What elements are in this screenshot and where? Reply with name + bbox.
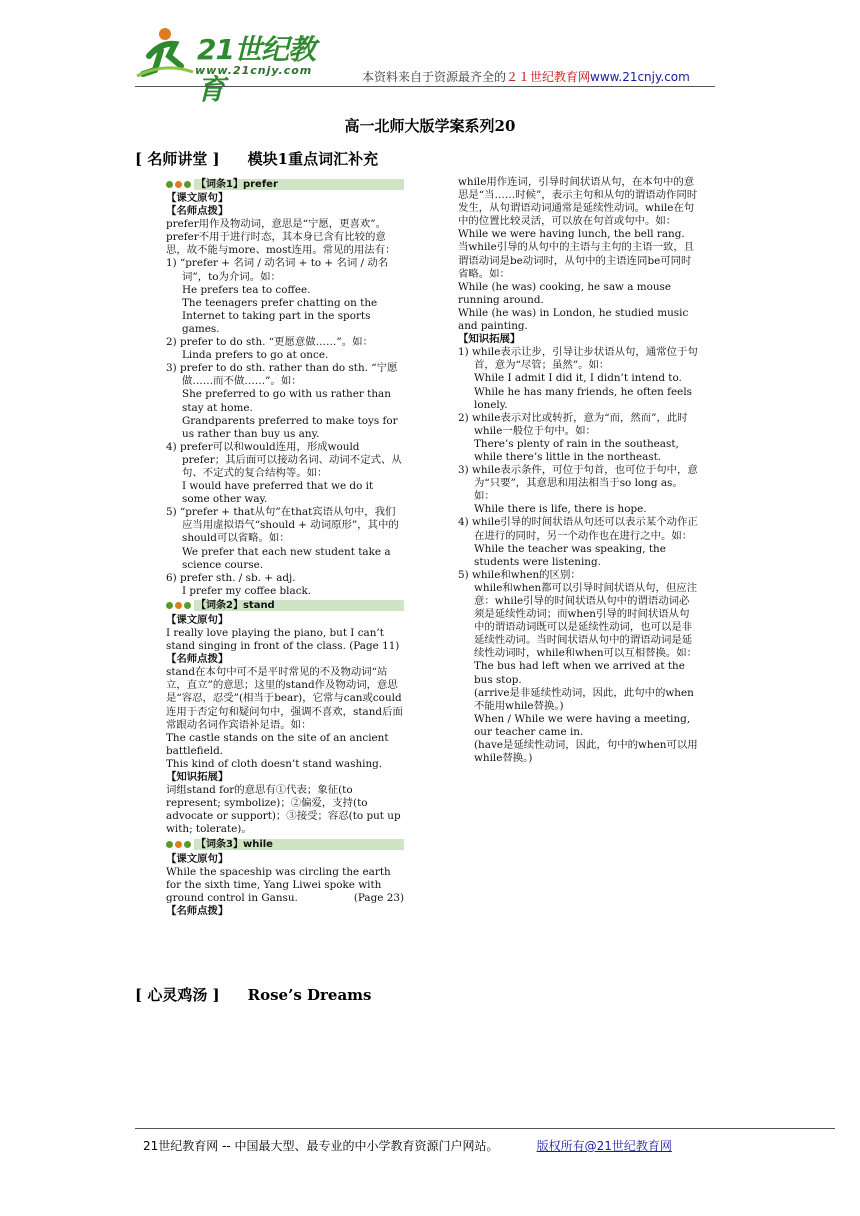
extension-text: 词组stand for的意思有①代表；象征(to represent; symbolize)；②偏爱，支持(to advocate or support)；③接受；容忍(to put up with; tolerate)。 (166, 784, 401, 836)
example: We prefer that each new student take a science course. (182, 545, 391, 571)
usage-item: 5) “prefer + that从句”在that宾语从句中，我们应当用虚拟语气“should + 动词原形”，其中的should可以省略。如： (166, 506, 399, 545)
example: Linda prefers to go at once. (182, 349, 329, 362)
tip-text: prefer用作及物动词，意思是“宁愿，更喜欢”。prefer不用于进行时态，其本身已含有比较的意思，故不能与more、most连用。常见的用法有： (166, 218, 396, 257)
site-logo[interactable] (135, 22, 340, 106)
example: While I admit I did it, I didn’t intend to. (474, 372, 682, 385)
section-title: 模块1重点词汇补充 (247, 150, 379, 168)
tagline-url[interactable]: www.21cnjy.com (590, 70, 690, 84)
example: While there is life, there is hope. (474, 503, 647, 516)
example: While the teacher was speaking, the students were listening. (474, 542, 666, 568)
entry-header-while (166, 839, 404, 851)
usage-item: 4) while引导的时间状语从句还可以表示某个动作正在进行的同时，另一个动作也在进行之中。如： (458, 516, 698, 542)
header-divider (135, 86, 715, 87)
source-sentence: I really love playing the piano, but I can’t stand singing in front of the class. (Page 11) (166, 627, 400, 653)
right-column (458, 176, 698, 765)
section-title: Rose’s Dreams (247, 986, 372, 1004)
section-heading-lecture (135, 148, 378, 169)
example: There’s plenty of rain in the southeast, while there’s little in the northeast. (474, 437, 679, 463)
entry-title: 【词条3】while (194, 839, 404, 850)
label-source: 【课文原句】 (166, 192, 229, 204)
label-source: 【课文原句】 (166, 852, 229, 865)
example: I would have preferred that we do it some other way. (182, 480, 374, 506)
example: She preferred to go with us rather than stay at home. (182, 388, 391, 414)
page-ref: (Page 23) (353, 891, 404, 904)
section-bracket: [ 心灵鸡汤 ] (135, 986, 220, 1004)
example: I prefer my coffee black. (182, 584, 312, 597)
runner-logo-icon (135, 26, 195, 78)
note: (arrive是非延续性动词，因此，此句中的when不能用while替换。) (474, 686, 694, 712)
label-extension: 【知识拓展】 (166, 771, 229, 784)
logo-text: 21世纪教育 (197, 33, 315, 106)
example: The teenagers prefer chatting on the Internet to taking part in the sports games. (182, 296, 378, 335)
usage-item: 1) “prefer + 名词 / 动名词 + to + 名词 / 动名词”，to为介词。如： (166, 257, 389, 283)
footer-divider (135, 1128, 835, 1129)
document-title: 高一北师大版学案系列20 (344, 117, 516, 135)
page-footer (143, 1137, 672, 1154)
footer-text: 21世纪教育网 -- 中国最大型、最专业的中小学教育资源门户网站。 (143, 1139, 499, 1153)
example: When / While we were having a meeting, our teacher came in. (474, 712, 691, 738)
usage-item: 1) while表示让步，引导让步状语从句，通常位于句首，意为“尽管；虽然”。如： (458, 346, 698, 372)
source-text: While the spaceship was circling the earth for the sixth time, Yang Liwei spoke with ground control in Gansu. (166, 865, 391, 904)
label-tip: 【名师点拨】 (166, 904, 229, 917)
tagline-prefix: 本资料来自于资源最齐全的 (362, 70, 507, 84)
tip-text: 当while引导的从句中的主语与主句的主语一致，且谓语动词是be动词时，从句中的主语连同be可同时省略。如： (458, 241, 695, 280)
example: Grandparents preferred to make toys for us rather than buy us any. (182, 414, 398, 440)
tip-text: stand在本句中可不是平时常见的不及物动词“站立，直立”的意思；这里的stand作及物动词，意思是“容忍，忍受”(相当于bear)，它常与can或could连用于否定句和疑问句中，强调不喜欢，stand后面常跟动名词作宾语补足语。如： (166, 666, 403, 731)
usage-item: 5) while和when的区别： (458, 568, 581, 581)
entry-title: 【词条1】prefer (194, 179, 404, 190)
example: The castle stands on the site of an ancient battlefield. (166, 731, 389, 757)
tagline-site: ２１世纪教育网 (506, 70, 591, 84)
label-extension: 【知识拓展】 (458, 333, 521, 346)
source-sentence (166, 866, 404, 905)
note: (have是延续性动词，因此，句中的when可以用while替换。) (474, 739, 698, 765)
tip-text: while用作连词，引导时间状语从句，在本句中的意思是“当……时候”，表示主句和从句的谓语动作同时发生，从句谓语动词通常是延续性动词。while在句中的位置比较灵活，可以放在句首或句中。如： (458, 176, 698, 228)
entry-header-prefer (166, 178, 404, 190)
entry-header-stand (166, 600, 404, 612)
usage-item: 2) prefer to do sth. “更愿意做……”。如： (166, 336, 373, 349)
example: The bus had left when we arrived at the bus stop. (474, 660, 685, 686)
usage-item: 3) while表示条件，可位于句首，也可位于句中，意为“只要”，其意思和用法相当于so long as。如： (458, 464, 698, 503)
example: This kind of cloth doesn’t stand washing. (166, 757, 383, 770)
usage-item: 3) prefer to do sth. rather than do sth. “宁愿做……而不做……”。如： (166, 362, 398, 388)
logo-url: www.21cnjy.com (195, 64, 313, 77)
example: He prefers tea to coffee. (182, 283, 311, 296)
example: While (he was) in London, he studied music and painting. (458, 306, 689, 333)
header-tagline (362, 68, 690, 85)
tip-text: while和when都可以引导时间状语从句，但应注意：while引导的时间状语从句中的谓语动词必须是延续性动词；而when引导的时间状语从句中的谓语动词既可以是延续性动词，也可以是非延续性动词。当时间状语从句中的谓语动词是延续性动词时，while和when可以互相替换。如： (474, 581, 698, 660)
section-heading-soup (135, 984, 371, 1005)
left-column (166, 176, 404, 918)
example: While he has many friends, he often feels lonely. (474, 385, 692, 411)
label-tip: 【名师点拨】 (166, 653, 229, 666)
usage-item: 2) while表示对比或转折，意为“而，然而”，此时while一般位于句中。如： (458, 411, 688, 437)
example: While we were having lunch, the bell rang. (458, 228, 685, 241)
usage-item: 4) prefer可以和would连用，形成would prefer；其后面可以接动名词、动词不定式、从句、不定式的复合结构等。如： (166, 440, 402, 479)
bullet-dots-icon (166, 841, 191, 848)
bullet-dots-icon (166, 602, 191, 609)
entry-title: 【词条2】stand (194, 600, 404, 611)
page-header (0, 0, 860, 106)
bullet-dots-icon (166, 181, 191, 188)
label-source: 【课文原句】 (166, 613, 229, 626)
section-bracket: [ 名师讲堂 ] (135, 150, 220, 168)
copyright-link[interactable]: 版权所有@21世纪教育网 (536, 1139, 672, 1153)
label-tip: 【名师点拨】 (166, 205, 229, 218)
usage-item: 6) prefer sth. / sb. + adj. (166, 571, 296, 584)
example: While (he was) cooking, he saw a mouse running around. (458, 280, 671, 306)
